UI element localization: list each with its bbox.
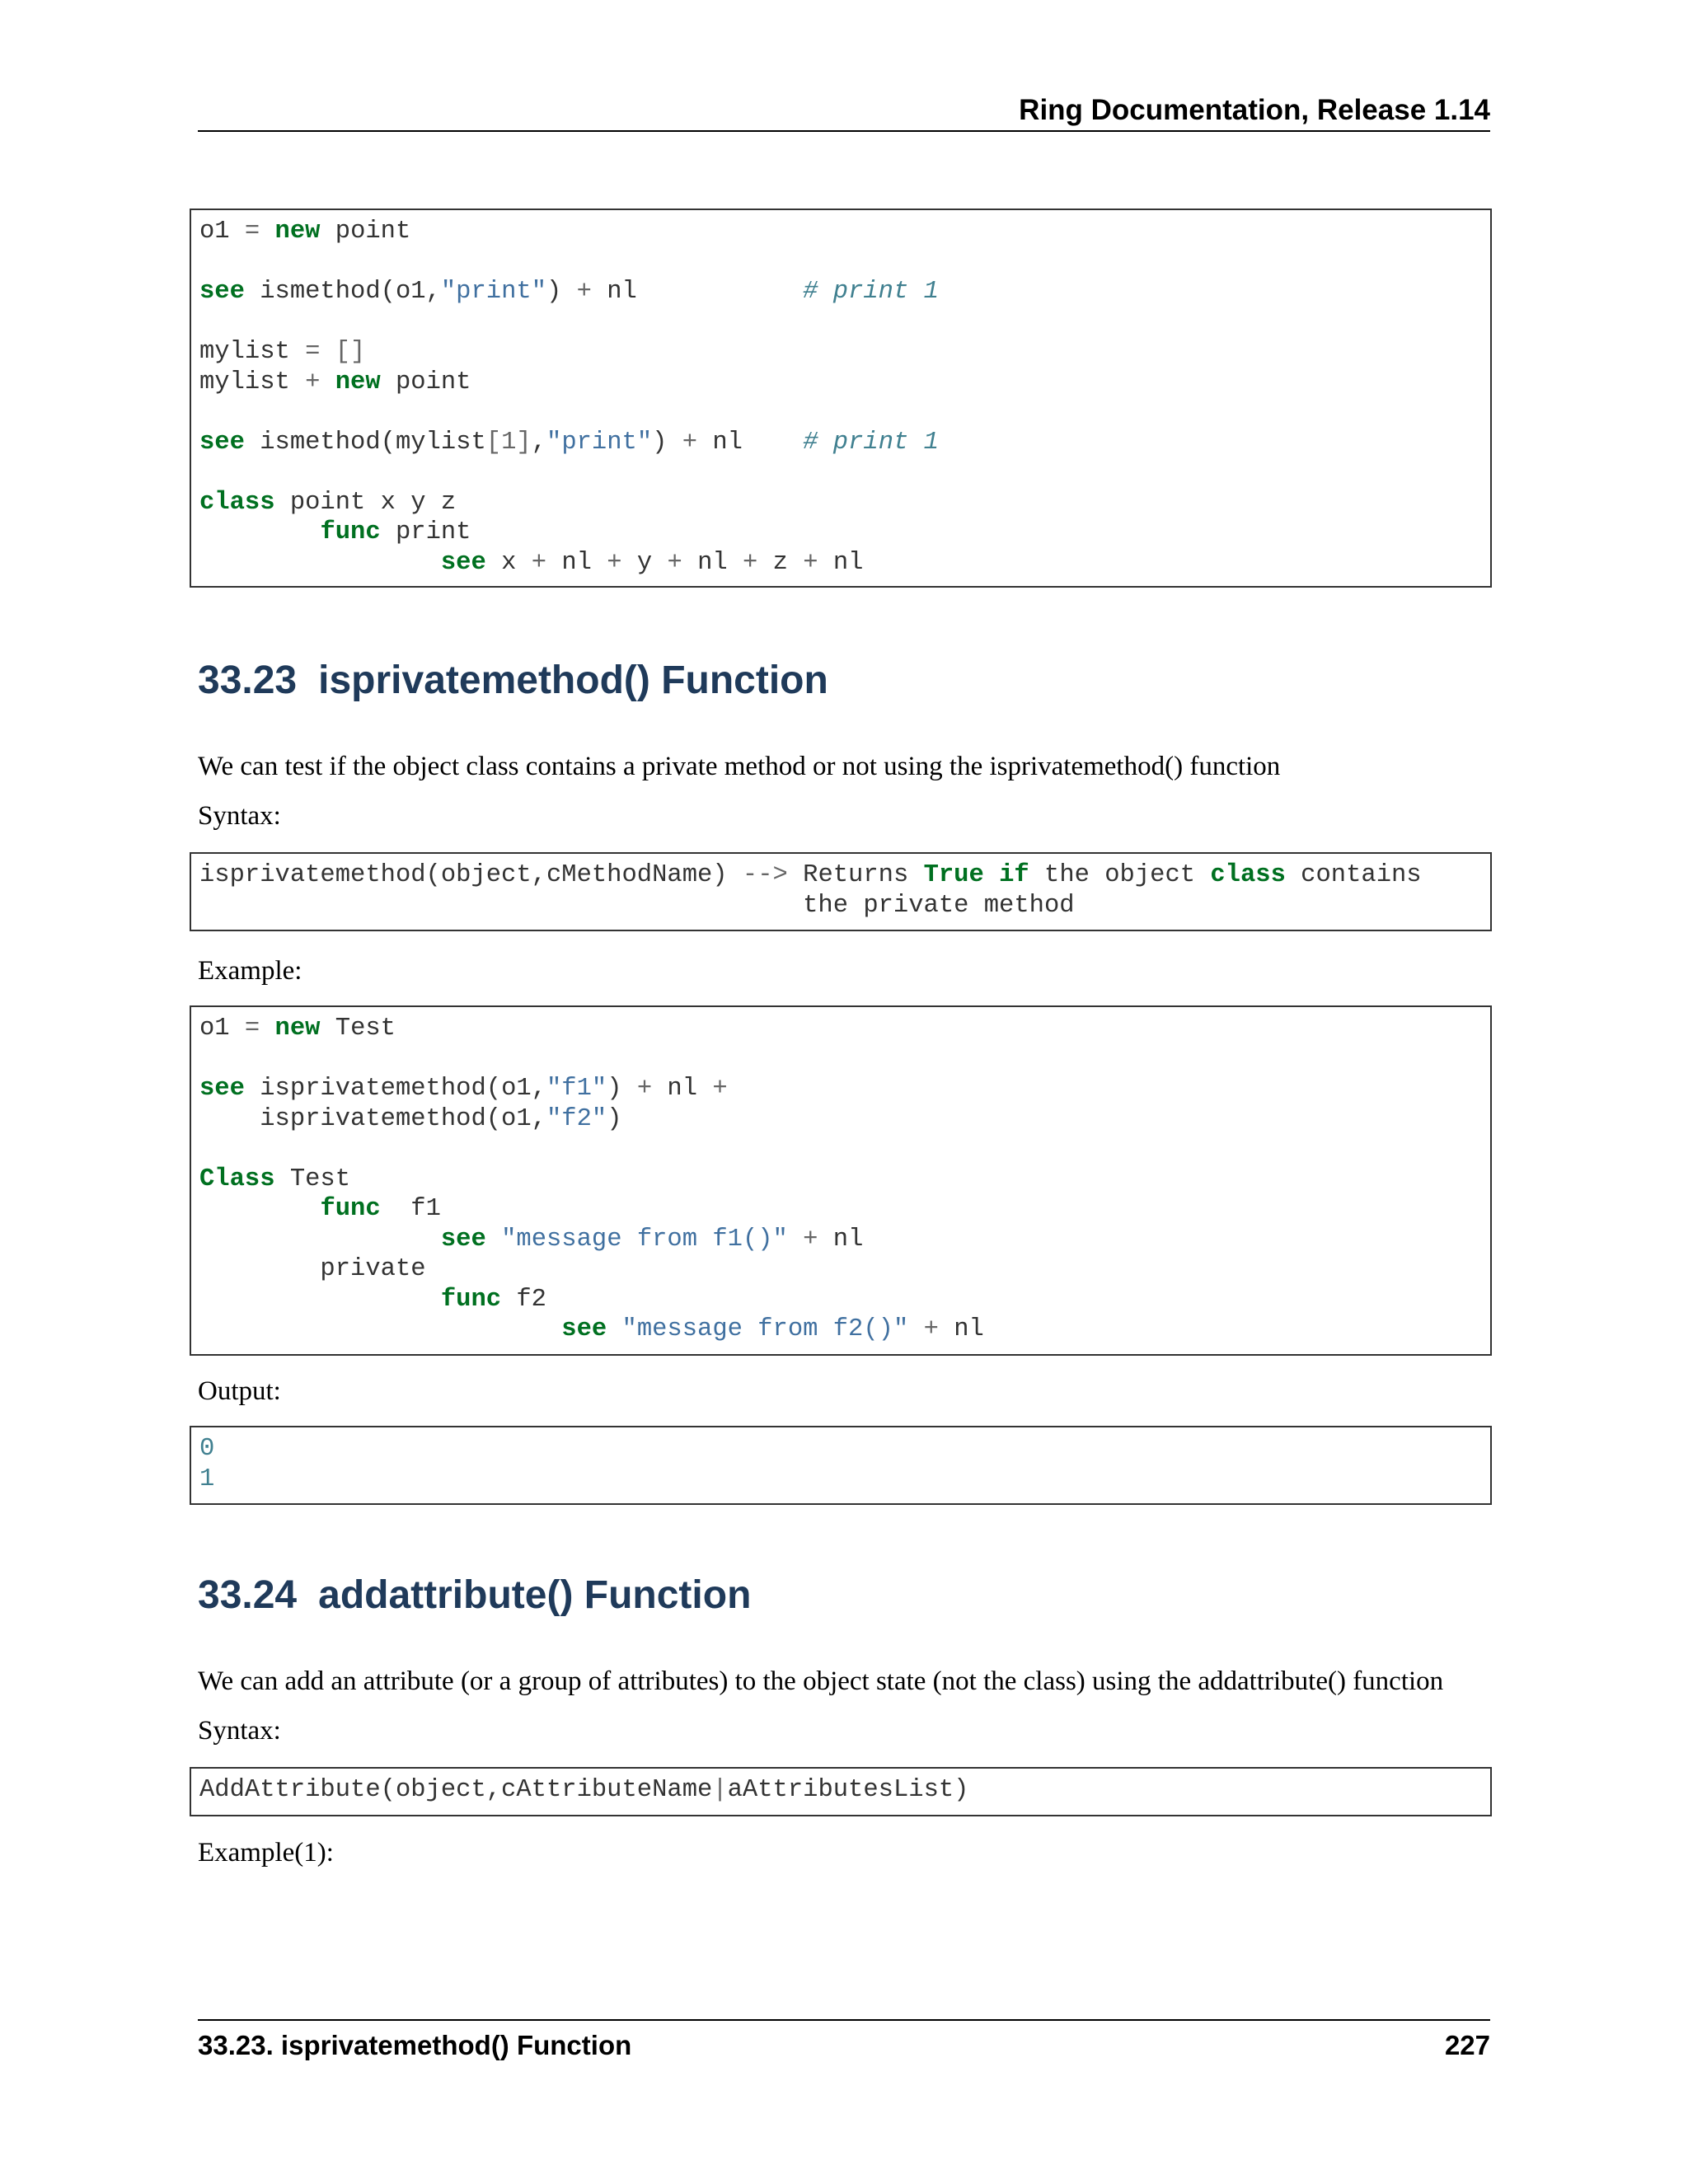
syntax-listing: AddAttribute(object,cAttributeName|aAttributesList) xyxy=(199,1776,969,1804)
section-number: 33.23 xyxy=(198,658,298,702)
code-listing: o1 = new point see ismethod(o1,"print") + nl # print 1 mylist = [] mylist + new point see ismethod(mylist[1],"print") + nl # print 1 class point x y z func print see x + nl + y + nl + z + nl xyxy=(199,218,939,577)
code-block-ismethod-example xyxy=(190,209,1492,588)
section-title: addattribute() Function xyxy=(318,1573,752,1617)
example-label: Example: xyxy=(198,956,302,986)
document-page xyxy=(198,0,1490,2184)
syntax-label: Syntax: xyxy=(198,1716,281,1746)
footer-section: 33.23. isprivatemethod() Function xyxy=(198,2030,632,2060)
output-listing: 0 1 xyxy=(199,1435,215,1493)
section-heading-addattribute xyxy=(198,1572,751,1618)
syntax-label: Syntax: xyxy=(198,801,281,831)
running-footer xyxy=(198,2019,1490,2064)
example-label: Example(1): xyxy=(198,1838,334,1868)
header-title: Ring Documentation, Release 1.14 xyxy=(1019,94,1490,126)
output-label: Output: xyxy=(198,1376,281,1406)
section-intro: We can test if the object class contains a private method or not using the isprivatemethod() function xyxy=(198,752,1281,781)
syntax-listing: isprivatemethod(object,cMethodName) --> Returns True if the object class contains the private method xyxy=(199,861,1422,920)
section-heading-isprivatemethod xyxy=(198,658,828,703)
section-intro: We can add an attribute (or a group of attributes) to the object state (not the class) using the addattribute() function xyxy=(198,1666,1444,1696)
code-block-isprivatemethod-example xyxy=(190,1005,1492,1356)
code-block-isprivatemethod-syntax xyxy=(190,852,1492,931)
page-number: 227 xyxy=(1444,2030,1490,2060)
example-listing: o1 = new Test see isprivatemethod(o1,"f1") + nl + isprivatemethod(o1,"f2") Class Test func f1 see "message from f1()" + nl private func f2 see "message from f2()" + nl xyxy=(199,1015,984,1343)
section-title: isprivatemethod() Function xyxy=(318,658,828,702)
running-header xyxy=(198,91,1490,132)
code-block-output xyxy=(190,1426,1492,1505)
code-block-addattribute-syntax xyxy=(190,1767,1492,1816)
section-number: 33.24 xyxy=(198,1573,298,1617)
